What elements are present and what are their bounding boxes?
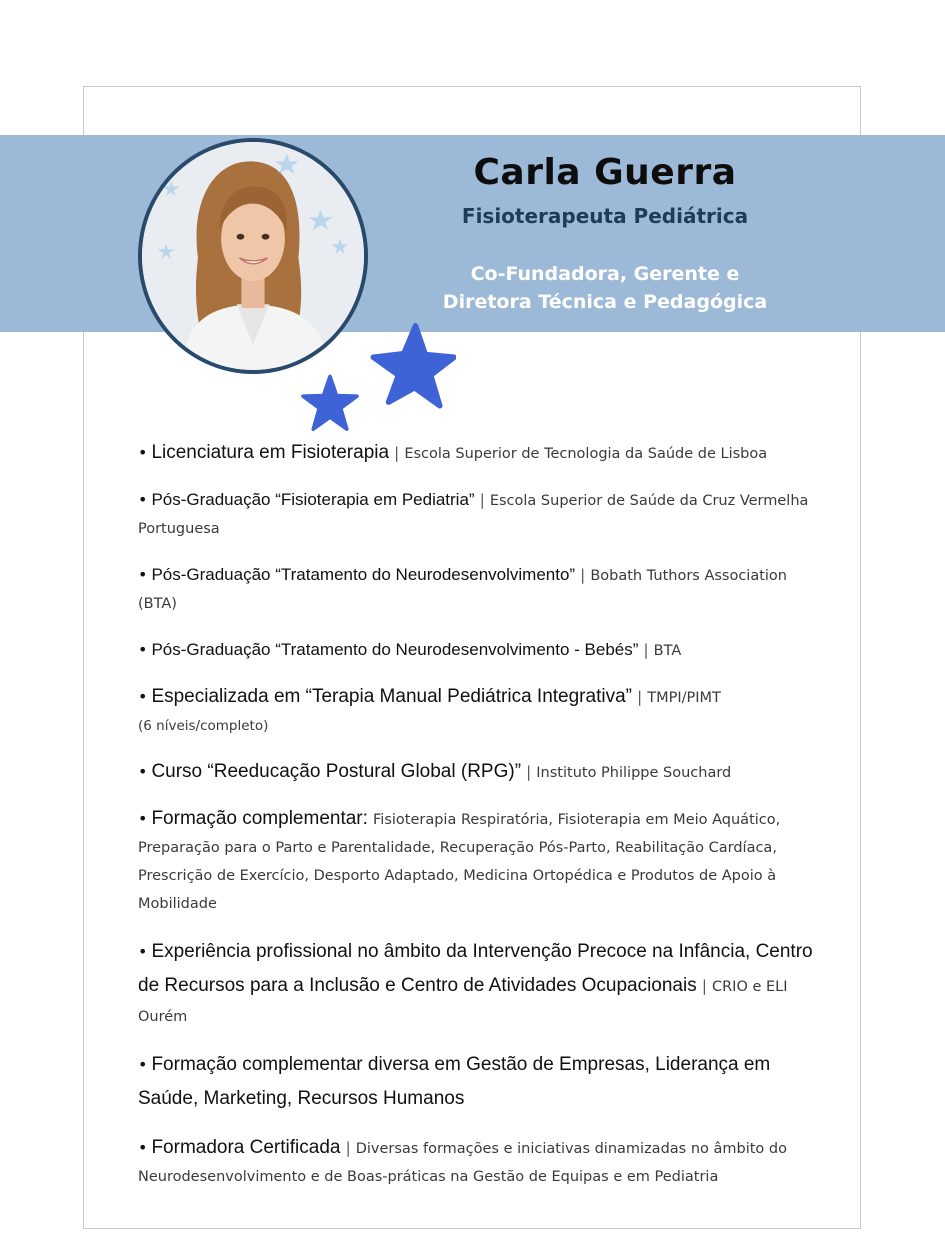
item-detail: Bobath Tuthors Association (BTA) bbox=[138, 568, 787, 612]
separator: | bbox=[637, 688, 643, 706]
bullet: • bbox=[138, 1138, 148, 1157]
item-detail: TMPI/PIMT bbox=[647, 690, 721, 706]
list-item bbox=[138, 1133, 813, 1191]
position-line-2: Diretora Técnica e Pedagógica bbox=[442, 291, 768, 313]
separator: | bbox=[580, 566, 586, 584]
list-item bbox=[138, 485, 813, 543]
item-extra: (6 níveis/completo) bbox=[138, 718, 269, 734]
list-item bbox=[138, 1048, 813, 1116]
person-role: Fisioterapeuta Pediátrica bbox=[461, 204, 749, 228]
separator: | bbox=[643, 641, 649, 659]
item-title: Experiência profissional no âmbito da Intervenção Precoce na Infância, Centro de Recursos para a Inclusão e Centro de Atividades Ocupacionais bbox=[138, 941, 813, 996]
list-item bbox=[138, 560, 813, 618]
item-title: Pós-Graduação “Tratamento do Neurodesenvolvimento” bbox=[151, 565, 576, 584]
bullet: • bbox=[138, 640, 148, 659]
bullet: • bbox=[138, 1055, 148, 1074]
bullet: • bbox=[138, 942, 148, 961]
item-detail: Instituto Philippe Souchard bbox=[536, 765, 732, 781]
bullet: • bbox=[138, 565, 148, 584]
item-title: Formação complementar diversa em Gestão de Empresas, Liderança em Saúde, Marketing, Recursos Humanos bbox=[138, 1054, 771, 1109]
separator: | bbox=[345, 1139, 351, 1157]
item-detail: BTA bbox=[653, 643, 682, 659]
bullet: • bbox=[138, 687, 148, 706]
item-title: Curso “Reeducação Postural Global (RPG)” bbox=[151, 761, 522, 782]
list-item bbox=[138, 438, 813, 468]
item-title: Pós-Graduação “Fisioterapia em Pediatria” bbox=[151, 490, 475, 509]
qualifications-list bbox=[138, 438, 813, 1208]
star-icon-small bbox=[300, 373, 360, 435]
item-title: Formação complementar: bbox=[151, 808, 368, 829]
item-detail: CRIO e ELI Ourém bbox=[138, 979, 788, 1025]
separator: | bbox=[394, 444, 400, 462]
list-item bbox=[138, 635, 813, 665]
position-line-1: Co-Fundadora, Gerente e bbox=[470, 263, 740, 285]
item-title: Especializada em “Terapia Manual Pediátrica Integrativa” bbox=[151, 686, 632, 707]
separator: | bbox=[526, 763, 532, 781]
list-item bbox=[138, 757, 813, 787]
profile-photo bbox=[138, 138, 368, 374]
item-title: Pós-Graduação “Tratamento do Neurodesenvolvimento - Bebés” bbox=[151, 640, 639, 659]
bullet: • bbox=[138, 490, 148, 509]
item-detail: Escola Superior de Saúde da Cruz Vermelha Portuguesa bbox=[138, 493, 809, 537]
item-detail: Diversas formações e iniciativas dinamizadas no âmbito do Neurodesenvolvimento e de Boas-práticas na Gestão de Equipas e em Pediatria bbox=[138, 1141, 787, 1185]
separator: | bbox=[479, 491, 485, 509]
item-title: Formadora Certificada bbox=[151, 1137, 341, 1158]
star-icon-large bbox=[366, 322, 456, 414]
item-detail: Fisioterapia Respiratória, Fisioterapia em Meio Aquático, Preparação para o Parto e Parentalidade, Recuperação Pós-Parto, Reabilitação Cardíaca, Prescrição de Exercício, Desporto Adaptado, Medicina Ortopédica e Produtos de Apoio à Mobilidade bbox=[138, 812, 781, 912]
list-item bbox=[138, 804, 813, 918]
person-position bbox=[400, 260, 810, 316]
bullet: • bbox=[138, 809, 148, 828]
person-name: Carla Guerra bbox=[473, 152, 737, 193]
item-detail: Escola Superior de Tecnologia da Saúde de Lisboa bbox=[404, 446, 768, 462]
bullet: • bbox=[138, 443, 148, 462]
list-item bbox=[138, 935, 813, 1031]
list-item bbox=[138, 682, 813, 740]
bullet: • bbox=[138, 762, 148, 781]
separator: | bbox=[701, 977, 707, 995]
item-title: Licenciatura em Fisioterapia bbox=[151, 442, 390, 463]
